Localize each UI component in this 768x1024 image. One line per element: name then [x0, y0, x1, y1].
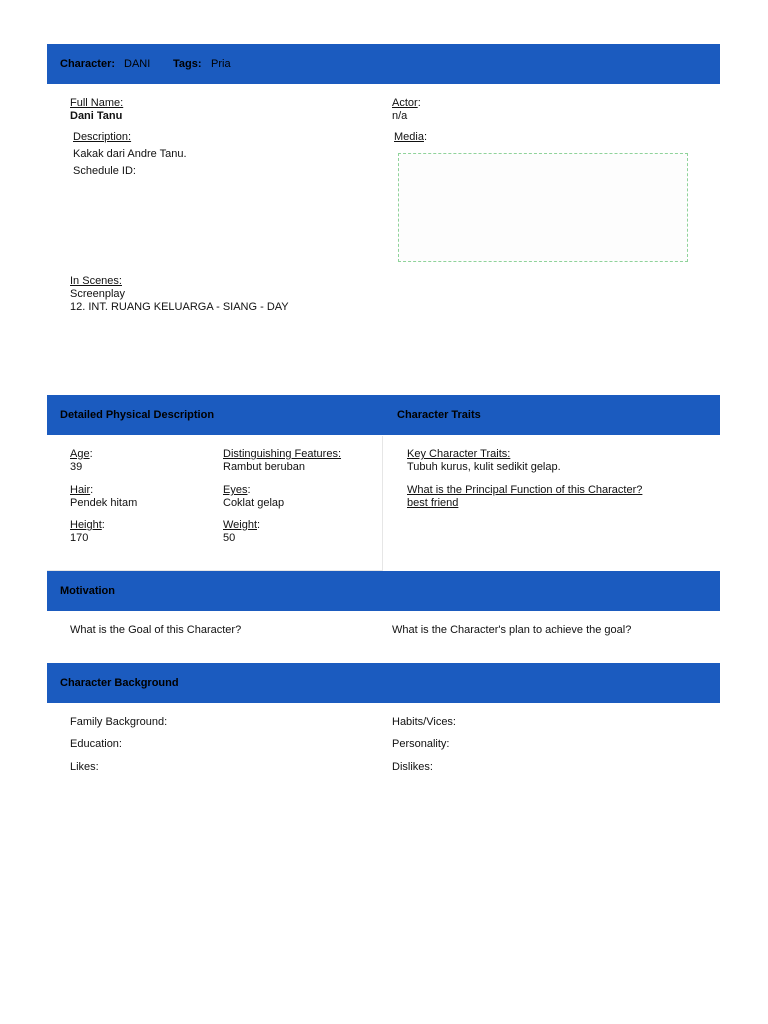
habits-vices-label: Habits/Vices:	[392, 716, 456, 728]
principal-function-value: best friend	[407, 497, 459, 509]
background-bar	[47, 663, 720, 703]
hair-value: Pendek hitam	[70, 497, 138, 509]
character-header-bar	[47, 44, 720, 84]
actor-value: n/a	[392, 110, 408, 122]
eyes-label-wrap	[223, 484, 251, 497]
weight-label-wrap	[223, 519, 260, 532]
description-label: Description:	[73, 131, 132, 143]
motivation-section-title: Motivation	[60, 585, 115, 597]
weight-label: Weight	[223, 519, 258, 531]
likes-label: Likes:	[70, 761, 99, 773]
physical-section-title: Detailed Physical Description	[60, 409, 215, 421]
media-label: Media	[394, 131, 424, 143]
motivation-bar	[47, 571, 720, 611]
actor-label-wrap	[392, 97, 421, 110]
hair-label-wrap	[70, 484, 93, 497]
height-label-wrap	[70, 519, 105, 532]
hair-colon: :	[90, 484, 94, 496]
full-name-label: Full Name:	[70, 97, 124, 109]
eyes-value: Coklat gelap	[223, 497, 285, 509]
eyes-colon: :	[247, 484, 251, 496]
weight-value: 50	[223, 532, 236, 544]
media-label-wrap	[394, 131, 427, 144]
media-placeholder[interactable]	[398, 153, 688, 262]
features-label: Distinguishing Features:	[223, 448, 342, 460]
features-value: Rambut beruban	[223, 461, 305, 473]
hair-label: Hair	[70, 484, 91, 496]
age-label: Age	[70, 448, 90, 460]
height-colon: :	[101, 519, 105, 531]
education-label: Education:	[70, 738, 122, 750]
background-section-title: Character Background	[60, 677, 179, 689]
principal-function-label: What is the Principal Function of this Character?	[407, 484, 643, 496]
family-background-label: Family Background:	[70, 716, 168, 728]
full-name-value: Dani Tanu	[70, 110, 123, 122]
scene-item: 12. INT. RUANG KELUARGA - SIANG - DAY	[70, 301, 289, 313]
dislikes-label: Dislikes:	[392, 761, 433, 773]
scenes-screenplay: Screenplay	[70, 288, 126, 300]
character-label: Character:	[60, 58, 116, 70]
key-traits-value: Tubuh kurus, kulit sedikit gelap.	[407, 461, 561, 473]
personality-label: Personality:	[392, 738, 450, 750]
description-value: Kakak dari Andre Tanu.	[73, 148, 187, 160]
in-scenes-label: In Scenes:	[70, 275, 122, 287]
traits-section-title: Character Traits	[397, 409, 481, 421]
age-value: 39	[70, 461, 83, 473]
schedule-id-label: Schedule ID:	[73, 165, 136, 177]
height-label: Height	[70, 519, 102, 531]
physical-traits-bar	[47, 395, 720, 435]
tags-value: Pria	[211, 58, 231, 70]
actor-colon: :	[417, 97, 421, 109]
eyes-label: Eyes	[223, 484, 248, 496]
plan-label: What is the Character's plan to achieve the goal?	[392, 624, 632, 636]
weight-colon: :	[257, 519, 261, 531]
actor-label: Actor	[392, 97, 418, 109]
age-colon: :	[89, 448, 93, 460]
goal-label: What is the Goal of this Character?	[70, 624, 242, 636]
character-value: DANI	[124, 58, 151, 70]
key-traits-label: Key Character Traits:	[407, 448, 511, 460]
media-colon: :	[423, 131, 428, 143]
age-label-wrap	[70, 448, 93, 461]
tags-label: Tags:	[173, 58, 202, 70]
height-value: 170	[70, 532, 89, 544]
